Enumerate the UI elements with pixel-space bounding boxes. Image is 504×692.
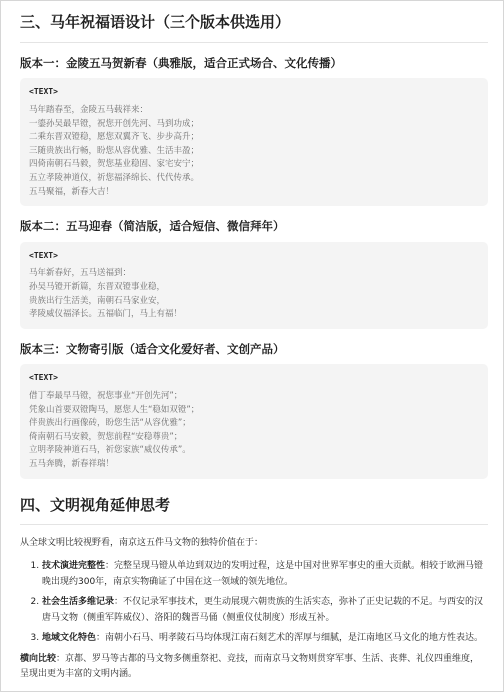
blessing-line: 三随贵族出行畅，盼您从容优雅、生活丰盈； [29, 145, 200, 156]
list-item-text: ：不仅记录军事技术，更生动展现六朝贵族的生活实态，弥补了正史记载的不足。与西安的汉唐马文物（侧重军阵威仪）、洛阳的魏晋马俑（侧重仪仗制度）形成互补。 [42, 597, 484, 623]
blessing-line: 五立孝陵神道仪，祈您福泽绵长、代代传承。 [29, 172, 200, 183]
text-tag: <TEXT> [29, 250, 58, 260]
blessing-line: 五马聚福，新春大吉！ [29, 186, 115, 197]
list-item-text: ：南朝小石马、明孝陵石马均体现江南石刻艺术的浑厚与细腻，是江南地区马文化的地方性表达。 [96, 633, 484, 644]
blessing-line: 马年踏春至，金陵五马载祥来： [29, 105, 149, 116]
version-2-text-block[interactable] [20, 242, 488, 329]
blessing-line: 孝陵威仪福泽长。五福临门，马上有福！ [29, 309, 183, 320]
blessing-line: 马年新春好，五马送福到： [29, 268, 132, 279]
blessing-line: 立明孝陵神道石马，祈您家族“威仪传承”。 [29, 445, 191, 456]
blessing-line: 贵族出行生活美，南朝石马家业安， [29, 295, 166, 306]
version-3-text-block[interactable] [20, 364, 488, 478]
blessing-line: 四倚南朝石马毅，贺您基业稳固、家宅安宁； [29, 159, 200, 170]
text-tag: <TEXT> [29, 87, 58, 97]
blessing-line: 倚南朝石马安毅，贺您前程“安稳尊贵”； [29, 431, 183, 442]
value-list [20, 559, 488, 647]
section-4-title: 四、文明视角延伸思考 [20, 493, 488, 526]
blessing-line: 五马奔腾，新春祥瑞！ [29, 459, 115, 470]
blessing-line: 孙吴马镫开新篇，东晋双镫事业稳， [29, 282, 166, 293]
list-item-term: 社会生活多维记录 [42, 597, 115, 608]
version-1-text-block[interactable] [20, 78, 488, 206]
blessing-line: 伴贵族出行画像砖，盼您生活“从容优雅”； [29, 418, 191, 429]
list-item-term: 地域文化特色 [42, 633, 97, 644]
list-item [42, 595, 488, 626]
blessing-line: 二乘东晋双镫稳，愿您双翼齐飞、步步高升； [29, 132, 200, 143]
blessing-line: 一鎏孙吴最早镫，祝您开创先河、马到功成； [29, 118, 200, 129]
section-4-intro: 从全球文明比较视野看，南京这五件马文物的独特价值在于： [20, 538, 264, 549]
text-tag: <TEXT> [29, 373, 58, 383]
list-item [42, 559, 488, 590]
version-3-heading: 版本三：文物寄引版（适合文化爱好者、文创产品） [20, 341, 285, 356]
comparison-text: ：京都、罗马等古都的马文物多侧重祭祀、竞技，而南京马文物则贯穿军事、生活、丧葬、礼仪四重维度，呈现出更为丰富的文明内涵。 [20, 653, 480, 680]
list-item-text: ：完整呈现马镫从单边到双边的发明过程，这是中国对世界军事史的重大贡献。相较于欧洲马镫晚出现约300年，南京实物确证了中国在这一领域的领先地位。 [42, 561, 484, 587]
version-2-heading: 版本二：五马迎春（简洁版，适合短信、微信拜年） [20, 219, 285, 234]
list-item-term: 技术演进完整性 [42, 561, 106, 572]
blessing-line: 借丁奉最早马镫，祝您事业“开创先河”； [29, 391, 183, 402]
blessing-line: 凭象山首要双镫陶马，愿您人生“稳如双镫”； [29, 404, 200, 415]
comparison-term: 横向比较 [20, 653, 57, 664]
comparison-paragraph [20, 652, 488, 683]
section-3-title: 三、马年祝福语设计（三个版本供选用） [20, 10, 488, 43]
version-1-heading: 版本一：金陵五马贺新春（典雅版，适合正式场合、文化传播） [20, 55, 342, 70]
list-item [42, 631, 488, 647]
